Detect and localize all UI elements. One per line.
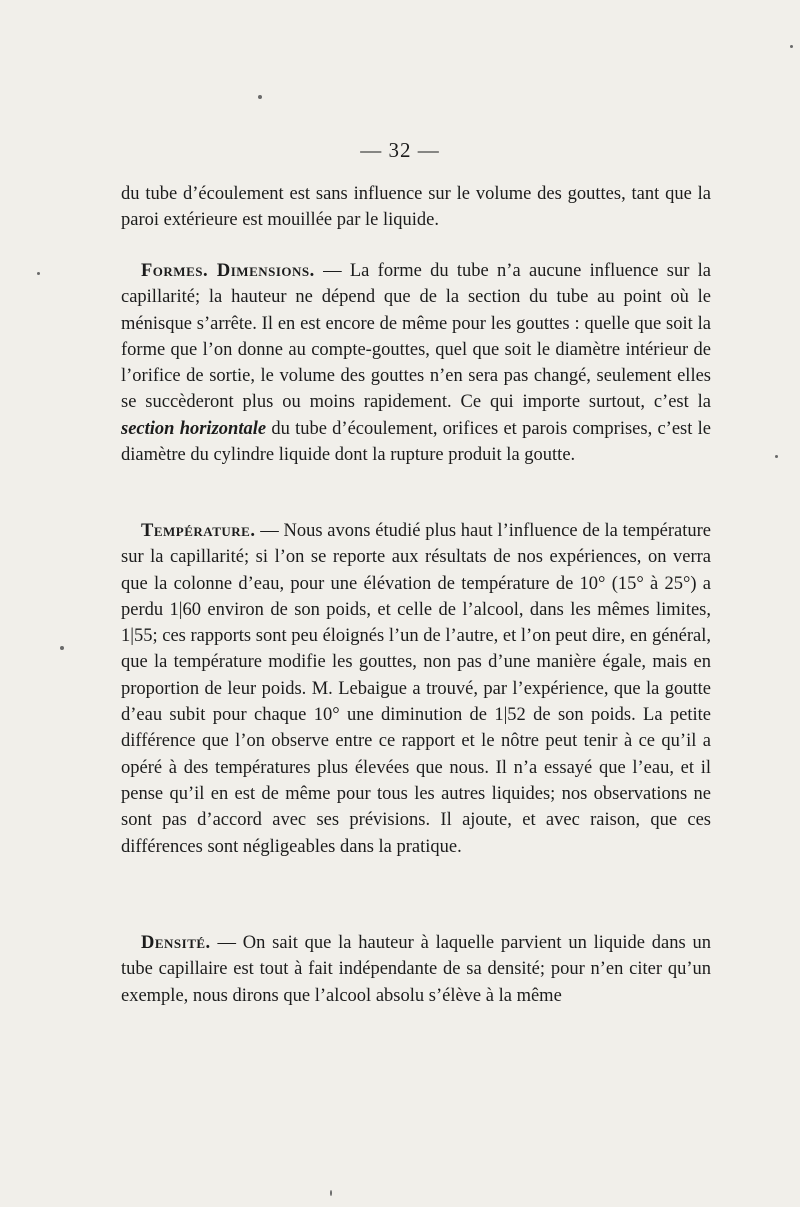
paragraph-text: — Nous avons étudié plus haut l’influence de la température sur la capillarité; si l’on se reporte aux résultats de nos expériences, on verra que la colonne d’eau, pour une élévation de température de 10° (15° à 25°) a perdu 1|60 environ de son poids, et celle de l’alcool, dans les mêmes limites, 1|55; ces rapports sont peu éloignés l’un de l’autre, et l’on peut dire, en général, que la température modifie les gouttes, non pas d’une manière égale, mais en proportion de leur poids. M. Lebaigue a trouvé, par l’expérience, que la goutte d’eau subit pour chaque 10° une diminution de 1|52 de son poids. La petite différence que l’on observe entre ce rapport et le nôtre peut tenir à ce qu’il a opéré à des températures plus élevées que nous. Il n’a essayé que l’eau, et il pense qu’il en est de même pour tous les autres liquides; nos observations ne sont pas d’accord avec ses prévisions. Il ajoute, et avec raison, que ces différences sont négligeables dans la pratique. xyxy=(121,521,711,857)
paragraph-text: — On sait que la hauteur à laquelle parvient un liquide dans un tube capillaire est tout à fait indépendante de sa densité; pour n’en citer qu’un exemple, nous dirons que l’alcool absolu s’élève à la même xyxy=(121,933,711,1006)
paragraph-temperature xyxy=(121,518,711,860)
paragraph-body xyxy=(121,518,711,860)
paragraph-body xyxy=(121,258,711,468)
section-heading-densite: Densité. xyxy=(141,933,211,953)
paper-speck xyxy=(37,272,40,275)
section-heading-formes: Formes. Dimensions. xyxy=(141,261,315,281)
paragraph-text: du tube d’écoulement est sans influence sur le volume des gouttes, tant que la paroi extérieure est mouillée par le liquide. xyxy=(121,184,711,231)
paper-speck xyxy=(790,45,793,48)
paper-speck xyxy=(330,1190,332,1196)
paragraph-continuation xyxy=(121,181,711,234)
paragraph-text: — La forme du tube n’a aucune influence sur la capillarité; la hauteur ne dépend que de la section du tube au point où le ménisque s’arrête. Il en est encore de même pour les gouttes : quelle que soit la forme que l’on donne au compte-gouttes, quel que soit le diamètre intérieur de l’orifice de sortie, le volume des gouttes n’en sera pas changé, seulement elles se succèderont plus ou moins rapidement. Ce qui importe surtout, c’est la xyxy=(121,261,711,413)
emphasis-section-horizontale: section horizontale xyxy=(121,418,267,439)
paragraph-densite xyxy=(121,930,711,1009)
paper-speck xyxy=(60,646,64,650)
paper-speck xyxy=(775,455,778,458)
paragraph-text: du tube d’écoulement, orifices et parois comprises, c’est le diamètre du cylindre liquide dont la rupture produit la goutte. xyxy=(121,418,711,466)
paragraph-formes-dimensions xyxy=(121,258,711,468)
paper-speck xyxy=(258,95,262,99)
page-number: — 32 — xyxy=(360,138,440,162)
paragraph-body xyxy=(121,930,711,1009)
section-heading-temperature: Température. xyxy=(141,521,256,541)
